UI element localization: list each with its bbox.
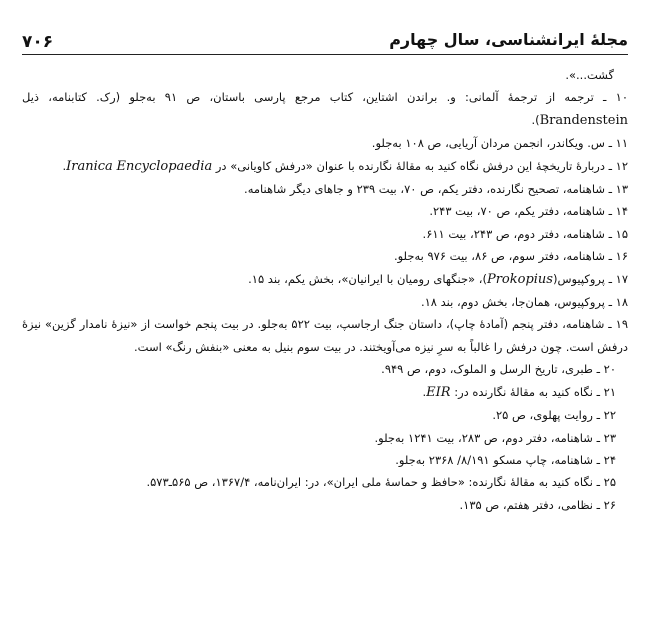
running-title: مجلهٔ ایرانشناسی، سال چهارم: [389, 30, 628, 49]
note-19: ۱۹ ـ شاهنامه، دفتر پنجم (آمادهٔ چاپ)، داستان جنگ ارجاسپ، بیت ۵۲۲ به‌جلو. در بیت پنجم خواست از «نیزهٔ نامدار گزین» نیزهٔ درفش است. چون درفش را غالباً به سرِ نیزه می‌آویختند. در بیت سوم بنیل به معنی «بنفش رنگ» است.: [22, 317, 628, 354]
note-continuation: گشت...».: [565, 68, 614, 82]
note-17-text: ۱۷ ـ پروکپیوس(: [552, 271, 628, 286]
note-12: [22, 155, 628, 178]
note-11: ۱۱ ـ س. ویکاندر، انجمن مردان آریایی، ص ۱۰۸ به‌جلو.: [371, 136, 628, 151]
note-17: [22, 268, 628, 291]
note-25: ۲۵ ـ نگاه کنید به مقالهٔ نگارنده: «حافظ و حماسهٔ ملی ایران»، در: ایران‌نامه، ۱۳۶۷/۴، ص ۵۶۵ـ۵۷۳.: [146, 475, 616, 490]
note-21-end: .: [422, 384, 427, 399]
note-17-latin: Prokopius: [486, 271, 553, 287]
note-10-text: ۱۰ ـ ترجمه از ترجمهٔ آلمانی: و. براندن اشتاین، کتاب مرجع پارسی باستان، ص ۹۱ به‌جلو (رک. کتابنامه، ذیل: [22, 90, 628, 105]
note-10-end: ).: [531, 112, 540, 127]
note-18: ۱۸ ـ پروکپیوس، همان‌جا، بخش دوم، بند ۱۸.: [420, 295, 628, 310]
note-17-end: )، «جنگهای رومیان با ایرانیان»، بخش یکم، بند ۱۵.: [248, 271, 487, 286]
note-24: ۲۴ ـ شاهنامه، چاپ مسکو ۸/۱۹۱/ ۲۳۶۸ به‌جلو.: [395, 452, 616, 467]
note-23: ۲۳ ـ شاهنامه، دفتر دوم، ص ۲۸۳، بیت ۱۲۴۱ به‌جلو.: [374, 430, 616, 445]
note-15: ۱۵ ـ شاهنامه، دفتر دوم، ص ۲۴۳، بیت ۶۱۱.: [422, 226, 628, 241]
note-20: ۲۰ ـ طبری، تاریخ الرسل و الملوک، دوم، ص ۹۴۹.: [381, 362, 616, 377]
note-22: ۲۲ ـ روایت پهلوی، ص ۲۵.: [492, 408, 616, 423]
endnotes: [22, 64, 628, 516]
note-21-text: ۲۱ ـ نگاه کنید به مقالهٔ نگارنده در:: [454, 384, 616, 399]
note-10: [22, 86, 628, 132]
page-header: [22, 28, 628, 55]
note-12-end: .: [62, 158, 67, 173]
page-number: ۷۰۶: [22, 32, 54, 52]
note-21-latin: EIR: [426, 384, 451, 400]
note-12-latin-2: Iranica: [66, 158, 113, 174]
note-14: ۱۴ ـ شاهنامه، دفتر یکم، ص ۷۰، بیت ۲۴۳.: [429, 204, 628, 219]
note-10-latin: Brandenstein: [539, 112, 628, 128]
note-12-text: ۱۲ ـ دربارهٔ تاریخچهٔ این درفش نگاه کنید به مقالهٔ نگارنده با عنوان «درفش کاویانی» در: [215, 158, 628, 173]
note-16: ۱۶ ـ شاهنامه، دفتر سوم، ص ۸۶، بیت ۹۷۶ به‌جلو.: [393, 249, 628, 264]
note-21: [22, 381, 628, 404]
note-26: ۲۶ ـ نظامی، دفتر هفتم، ص ۱۳۵.: [459, 497, 616, 512]
note-13: ۱۳ ـ شاهنامه، تصحیح نگارنده، دفتر یکم، ص ۷۰، بیت ۲۳۹ و جاهای دیگر شاهنامه.: [244, 182, 628, 197]
note-12-latin-1: Encyclopaedia: [116, 158, 213, 174]
